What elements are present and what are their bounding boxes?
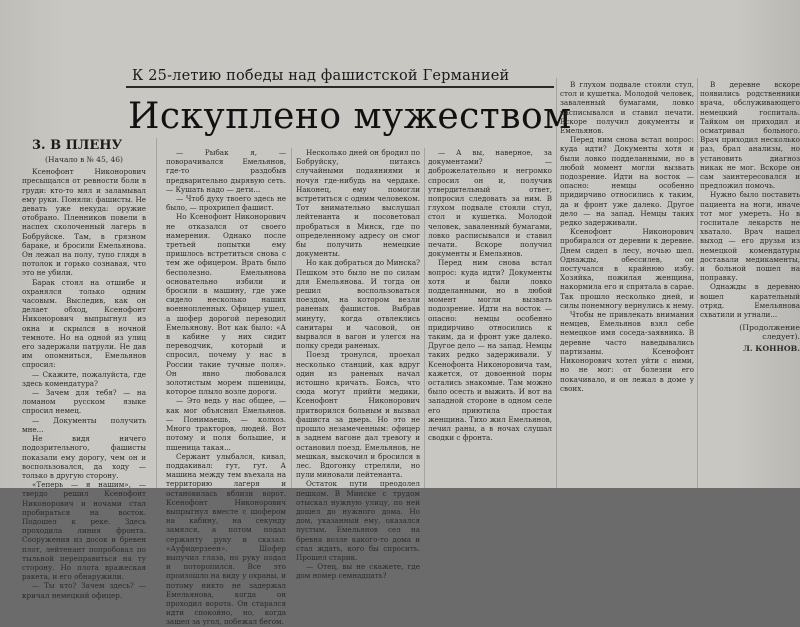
paragraph: Не видя ничего подозрительного, фашисты показали ему дорогу, чем он и воспользовался, да ходу — только в другую сторону. <box>22 434 146 480</box>
paragraph: В деревне вскоре появились родственники врача, обслуживающего немецкий госпиталь. Тайком он приходил и осматривал больного. Врач приходил несколько раз, брал анализы, но установить диагноз никак не мог. Вскоре он сам заинтересовался и предложил помочь. <box>700 80 800 191</box>
column-divider <box>424 148 425 488</box>
paragraph: Несколько дней он бродил по Бобруйску, питаясь случайными подаяниями и ночуя где-нибудь на чердаке. Наконец, ему помогли встретиться с одним человеком. Тот внимательно выслушал лейтенанта и посоветовал пробраться в Минск, где по определенному адресу он смог бы получить немецкие документы. <box>296 148 420 259</box>
paragraph: — Ты кто? Зачем здесь? — кричал немецкий офицер. <box>22 581 146 600</box>
column-divider <box>697 78 698 488</box>
paragraph: Но как добраться до Минска? Пешком это было не по силам для Емельянова. И тогда он решил воспользоваться поездом, на котором везли раненых фашистов. Выбрав минуту, когда отвлеклись санитары и часовой, он вырвался в вагон и улегся на полку среди раненых. <box>296 258 420 351</box>
author-signature: Л. КОННОВ. <box>742 343 800 353</box>
article-column-4 <box>428 148 552 488</box>
column-divider <box>291 148 292 488</box>
paragraph: — А вы, наверное, за документами? — доброжелательно и негромко спросил он и, получив утвердительный ответ, попросил следовать за ним. В глухом подвале стояли стул, стол и кушетка. Молодой человек, заваленный бумагами, ловко расписывался и ставил печати. Вскоре получил документы и Емельянов. <box>428 148 552 259</box>
kicker-heading: К 25-летию победы над фашистской Германией <box>132 68 510 84</box>
paragraph: Сержант улыбался, кивал, поддакивал: гут, гут. А машина между тем въехала на территорию лагеря и остановилась вблизи ворот. Ксенофонт Никонорович выпрыгнул вместе с шофером на кабину, на секунду замялся, а потом подал сержанту руку и сказал: «Ауфидерзеен». Шофер выпучил глаза, но руку подал и поторопился. Все это произошло на виду у охраны, и потому никто не задержал Емельянова, когда он проходил ворота. Он старался идти спокойно, но, когда зашел за угол, побежал бегом. <box>166 451 286 627</box>
paragraph: — Документы получить мне... <box>22 415 146 434</box>
paragraph: Но Ксенофонт Никонорович не отказался от своего намерения. Однако после третьей попытки ему пришлось встретиться снова с тем же офицером. Врать было бесполезно. Емельянова основательно избили и бросили в машину, где уже сидело несколько наших военнопленных. Офицер ушел, а шофер дорогой переводил Емельянову. Вот как было: «А в кабине у них сидит переводчик, который и спросил, почему у нас в России такие тучные поля». Он явно любовался золотистым морем пшеницы, которое плыло возле дороги. <box>166 212 286 397</box>
article-column-5 <box>560 80 694 488</box>
paragraph: Перед ним снова встал вопрос: куда идти? Документы хотя и были ловко подделанными, но в любой момент могли вызвать подозрение. Идти на восток — опасно: немцы особенно придирчиво относились к таким, да и фронт уже далеко. Другое дело — на запад. Немцы таких редко задерживали. У Ксенофонта Никоноровича там, кажется, от довоенной поры остались знакомые. Там можно было осесть и выжить. И вот на западной стороне в одном селе его приютила простая женщина. Тихо жил Емельянов, лечил раны, а в ночах слушал сводки с фронта. <box>428 258 552 443</box>
paragraph: Ксенофонт Никонорович пресыщался от ревности боли в груди: кто-то мял и заламывал ему руки. Поняли: фашисты. Не девать уже некуда: оружие отобрано. Пленников повели в наспех сколоченный лагерь в Бобруйске. Там, в грязном бараке, и бросили Емельянова. Он лежал на полу, тупо глядя в потолок и горько сознавая, что это не убили. <box>22 167 146 278</box>
continued-note: (Продолжение следует). <box>739 323 800 342</box>
paragraph: — Скажите, пожалуйста, где здесь комендатура? <box>22 369 146 388</box>
paragraph: — Зачем для тебя? — на ломаном русском языке спросил немец. <box>22 388 146 416</box>
paragraph: Остаток пути преодолел пешком. В Минске с трудом отыскал нужную улицу, по ней дошел до нужного дома. Но дом, указанный ему, оказался пустым. Емельянов сел на бревна возле какого-то дома и стал ждать, кого бы спросить. Прошел старик. <box>296 479 420 562</box>
paragraph: Перед ним снова встал вопрос: куда идти? Документы хотя и были ловко подделанными, но в любой момент могли вызвать подозрение. Идти на восток — опасно: немцы особенно придирчиво относились к таким, да и фронт уже далеко. Другое дело — на запад. Немцы таких редко задерживали. <box>560 135 694 228</box>
column-divider <box>556 78 557 488</box>
paragraph: «Теперь — я нашим», — твердо решил Ксенофонт Никонорович и ночами стал пробираться на восток. Подошел к реке. Здесь проходила линия фронта. Сооружения из досок и бревен плот, лейтенант попробовал по тыльной переправиться на ту сторону. Но плота вражеская ракета, и его обнаружили. <box>22 480 146 582</box>
column-divider <box>156 138 157 488</box>
article-column-3 <box>296 148 420 581</box>
article-column-6 <box>700 80 800 488</box>
paragraph: Однажды в деревню вошел карательный отряд. Емельянова схватили и угнали... <box>700 282 800 320</box>
paragraph: Нужно было поставить пациента на ноги, иначе тот мог умереть. Но в госпитале лекарств не хватало. Врач нашел выход — его друзья из немецкой комендатуры доставали медикаменты, и больной пошел на поправку. <box>700 190 800 283</box>
paragraph: — Отец, вы не скажете, где дом номер семнадцать? <box>296 562 420 581</box>
paragraph: — Рыбак я, — поворачивался Емельянов, где-то раздобыв предварительно дырявую сеть. — Кушать надо — дети... <box>166 148 286 194</box>
paragraph: Ксенофонт Никонорович пробирался от деревни к деревне. Днем сидел в лесу, ночью шел. Однажды, обессилев, он постучался в крайнюю избу. Хозяйка, пожилая женщина, накормила его и спрятала в сарае. Так прошло несколько дней, и силы понемногу вернулись к нему. <box>560 227 694 310</box>
article-column-1 <box>22 138 146 600</box>
paragraph: — Чтоб духу твоего здесь не было, — прохрипел фашист. <box>166 194 286 213</box>
article-headline: Искуплено мужеством <box>128 96 572 137</box>
kicker-rule <box>126 86 554 88</box>
paragraph: Барак стоял на отшибе и охранялся только одним часовым. Выследив, как он делает обход, Ксенофонт Никонорович выпрыгнул из окна и скрылся в ночной темноте. Но на одной из улиц его задержали патрули. Не дав им опомниться, Емельянов спросил: <box>22 277 146 370</box>
paragraph: Поезд тронулся, проехал несколько станций, как вдруг один из раненых начал истошно кричать. Боясь, что сюда могут прийти медики, Ксенофонт Никонорович притворился больным и вызвал фашиста за дверь. Но это не прошло незамеченным: офицер в заднем вагоне дал тревогу и остановил поезд. Емельянов, не мешкая, выскочил и бросился в лес. Вдогонку стреляли, но пули миновали лейтенанта. <box>296 350 420 480</box>
paragraph: — Это ведь у нас общее, — как мог объяснил Емельянов. — Понимаешь, — колхоз. Много тракторов, людей. Вот потому и поля большие, и пшеница такая... <box>166 396 286 452</box>
article-column-2 <box>166 148 286 627</box>
paragraph: Чтобы не привлекать внимания немцев, Емельянов взял себе немецкое имя соседа-заявника. В деревне часто наведывались партизаны. Ксенофонт Никонорович хотел уйти с ними, но не мог: от болезни его покачивало, и он лежал в доме у своих. <box>560 310 694 393</box>
paragraph: В глухом подвале стояли стул, стол и кушетка. Молодой человек, заваленный бумагами, ловко расписывался и ставил печати. Вскоре получил документы и Емельянов. <box>560 80 694 136</box>
section-note: (Начало в № 45, 46) <box>45 155 123 164</box>
section-title: 3. В ПЛЕНУ <box>32 138 123 153</box>
